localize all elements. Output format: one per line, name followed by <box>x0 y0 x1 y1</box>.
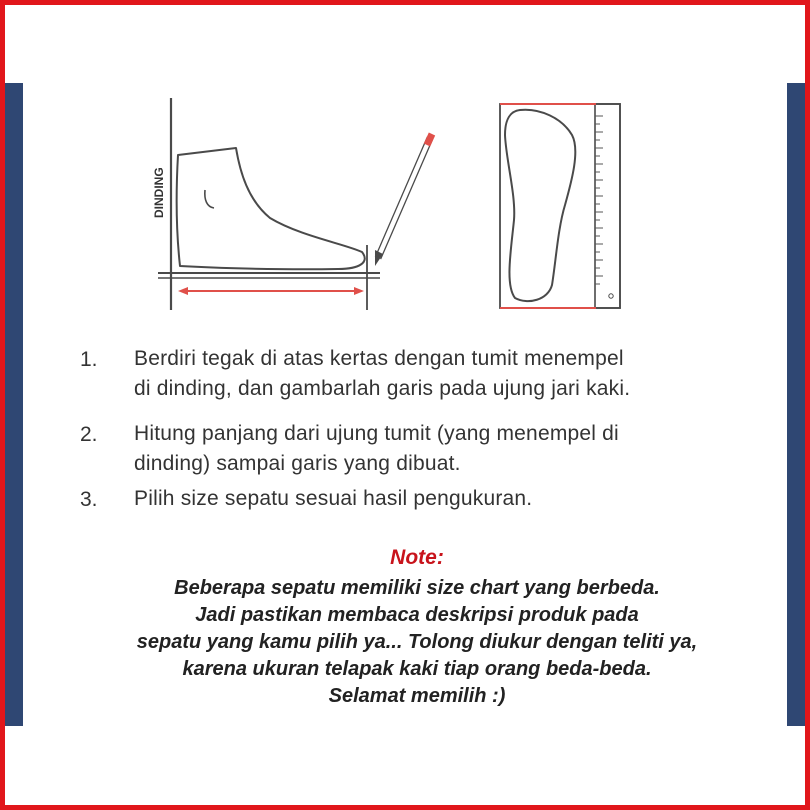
step-number: 3. <box>80 488 98 511</box>
wall-label: DINDING <box>152 167 166 218</box>
note-line: Selamat memilih :) <box>328 685 506 707</box>
ruler-ticks <box>595 116 603 284</box>
pencil-icon <box>375 134 432 266</box>
note-line: sepatu yang kamu pilih ya... Tolong diukur dengan teliti ya, <box>136 631 698 653</box>
step-number: 2. <box>80 423 98 446</box>
step-line: di dinding, dan gambarlah garis pada ujung jari kaki. <box>134 377 631 400</box>
ankle-mark-icon <box>205 190 214 208</box>
foot-side-icon <box>177 148 365 269</box>
arrow-right-head-icon <box>354 287 364 295</box>
step-line: Pilih size sepatu sesuai hasil pengukuran. <box>134 487 533 510</box>
arrow-left-head-icon <box>178 287 188 295</box>
footprint-icon <box>505 110 575 301</box>
step-line: Hitung panjang dari ujung tumit (yang menempel di <box>134 422 619 445</box>
step-number: 1. <box>80 348 98 371</box>
step-line: dinding) sampai garis yang dibuat. <box>134 452 461 475</box>
ruler-icon <box>595 104 620 308</box>
note-line: Jadi pastikan membaca deskripsi produk pada <box>195 604 639 626</box>
paper-rect <box>500 104 620 308</box>
note-line: karena ukuran telapak kaki tiap orang beda-beda. <box>182 658 652 680</box>
note-line: Beberapa sepatu memiliki size chart yang berbeda. <box>174 577 660 599</box>
ruler-zero-mark <box>609 294 613 298</box>
note-title: Note: <box>390 546 444 569</box>
step-line: Berdiri tegak di atas kertas dengan tumit menempel <box>134 347 624 370</box>
